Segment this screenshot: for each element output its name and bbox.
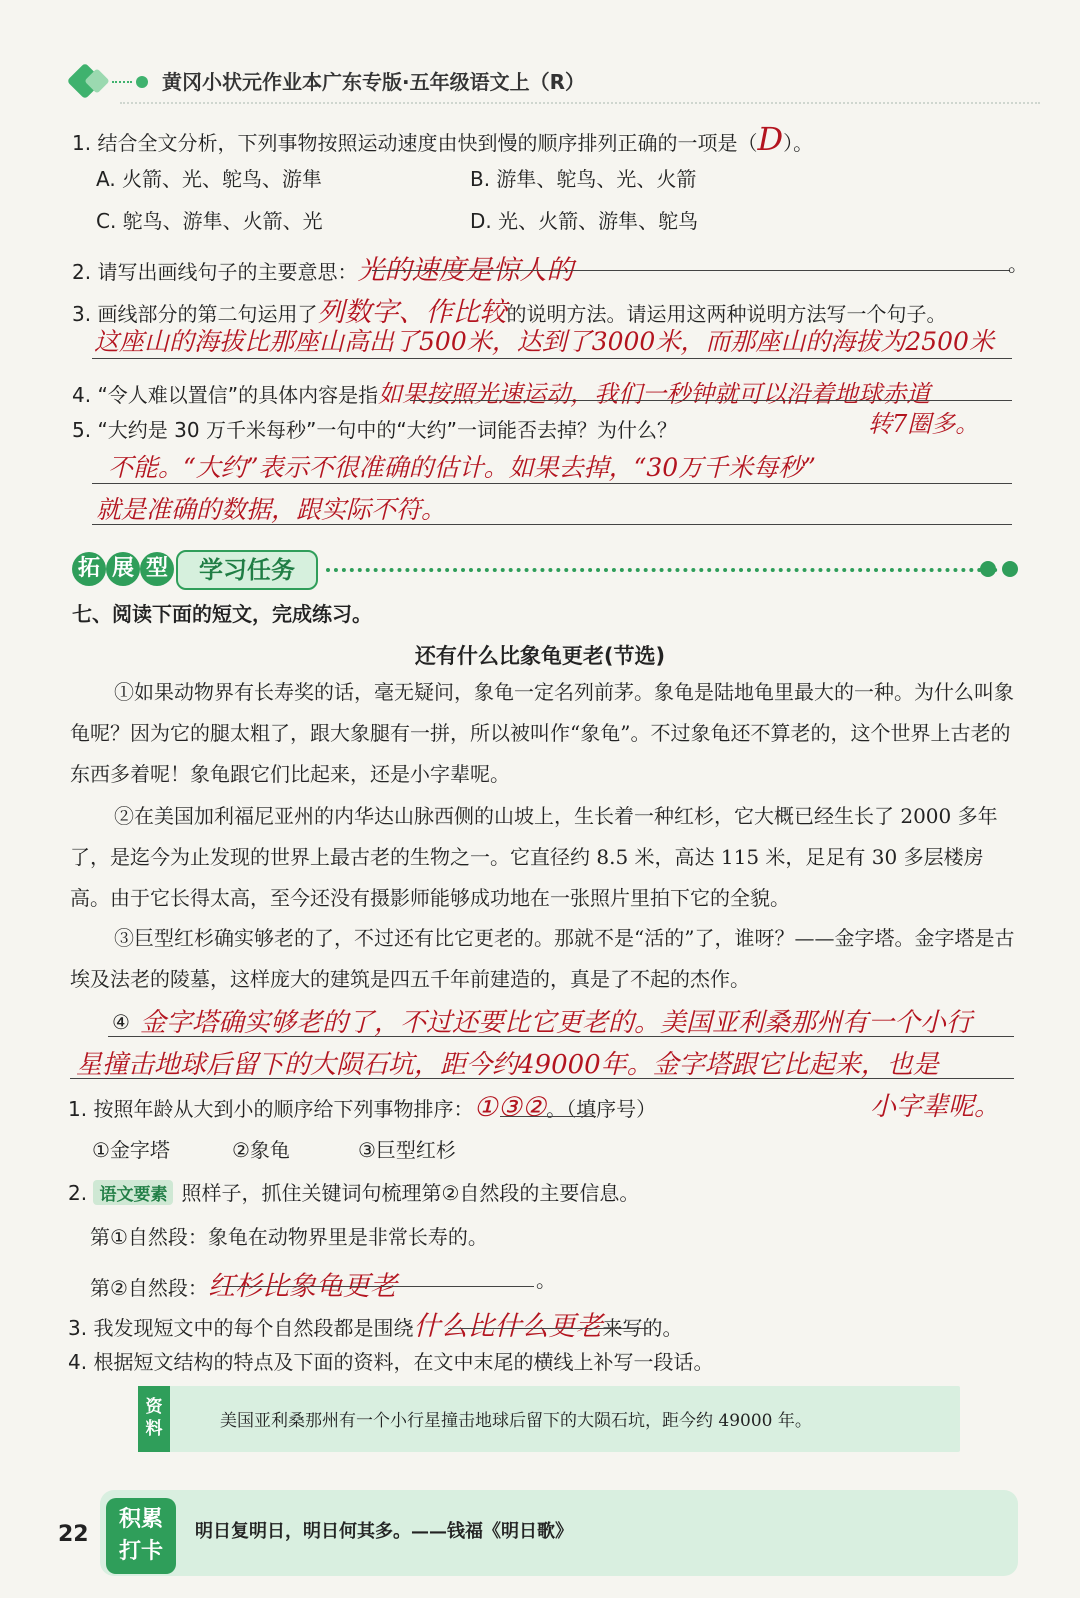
handwritten-answer: 光的速度是惊人的 [357,255,574,286]
footer-banner [100,1490,1018,1576]
passage-paragraph-1: ①如果动物界有长寿奖的话，毫无疑问，象龟一定名列前茅。象龟是陆地龟里最大的一种。为什么叫象龟呢？因为它的腿太粗了，跟大象腿有一拼，所以被叫作“象龟”。不过象龟还不算老的，这个世界上古老的东西多着呢！象龟跟它们比起来，还是小字辈呢。 [70,680,1014,786]
dotted-divider [112,81,132,83]
banner-char: 拓 [72,552,106,586]
question-5: 5. “大约是 30 万千米每秒”一句中的“大约”一词能否去掉？为什么？ [72,418,678,442]
reference-box [138,1386,960,1452]
option-d: D. 光、火箭、游隼、鸵鸟 [470,209,699,233]
dotted-divider [326,568,998,572]
handwritten-answer: ①③② [473,1092,547,1123]
reference-text: 美国亚利桑那州有一个小行星撞击地球后留下的大陨石坑，距今约 49000 年。 [220,1411,812,1431]
option-a: A. 火箭、光、鸵鸟、游隼 [96,167,323,191]
answer-line [500,1116,596,1117]
handwritten-answer: 如果按照光速运动，我们一秒钟就可以沿着地球赤道 [378,380,931,408]
question-1 [72,120,813,158]
question-text: 第②自然段： [90,1276,208,1300]
option-b: B. 游隼、鸵鸟、光、火箭 [470,167,697,191]
period: 。 [1008,252,1028,276]
banner-char: 展 [106,552,140,586]
question-text: 2. 请写出画线句子的主要意思： [72,260,358,284]
book-title: 黄冈小状元作业本广东专版·五年级语文上（R） [162,70,585,94]
answer-line [222,1286,534,1287]
option-c: C. 鸵鸟、游隼、火箭、光 [96,209,323,233]
question-text: 3. 我发现短文中的每个自然段都是围绕 [68,1316,414,1340]
badge-line-2: 打卡 [118,1539,163,1564]
answer-line [92,524,1012,525]
question-text: 1. 按照年龄从大到小的顺序给下列事物排序： [68,1097,474,1121]
question-4 [72,374,930,409]
question-text-end: ）。 [783,131,814,155]
subquestion-4: 4. 根据短文结构的特点及下面的资料，在文中末尾的横线上补写一段话。 [68,1350,714,1374]
subquestion-1 [68,1092,656,1123]
question-text: 3. 画线部分的第二句运用了 [72,302,318,326]
answer-line [448,1328,648,1329]
handwritten-answer: 红杉比象龟更老 [207,1271,397,1302]
answer-line [92,483,1012,484]
answer-line [372,270,1010,271]
subquestion-2 [68,1177,639,1206]
subquestion-3 [68,1304,682,1343]
question-2 [72,248,573,287]
item-3: ③巨型红杉 [358,1138,456,1162]
fill-line [90,1264,397,1303]
handwritten-line: 就是准确的数据，跟实际不符。 [96,495,447,524]
banner-char: 型 [140,552,174,586]
handwritten-sentence: 这座山的海拔比那座山高出了500米，达到了3000米，而那座山的海拔为2500米 [94,327,994,356]
dot-icon [1002,561,1018,577]
question-text: 4. “令人难以置信”的具体内容是指 [72,383,379,407]
passage-paragraph-2: ②在美国加利福尼亚州的内华达山脉西侧的山坡上，生长着一种红杉，它大概已经生长了 2000 多年了，是迄今为止发现的世界上最古老的生物之一。它直径约 8.5 米，高达 115 米，足足有 30 多层楼房高。由于它长得太高，至今还没有摄影师能够成功地在一张照片里拍下它的全貌。 [70,804,998,910]
handwritten-answer: 什么比什么更老 [413,1311,603,1342]
handwritten-line: 不能。“大约”表示不很准确的估计。如果去掉，“30万千米每秒” [108,453,816,482]
question-text: 1. 结合全文分析，下列事物按照运动速度由快到慢的顺序排列正确的一项是（ [72,131,758,155]
section-banner [72,550,317,590]
question-text: 照样子，抓住关键词句梳理第②自然段的主要信息。 [181,1181,640,1205]
answer-line [70,1078,1014,1079]
example-line: 第①自然段：象龟在动物界里是非常长寿的。 [90,1225,488,1249]
item-2: ②象龟 [232,1138,290,1162]
handwritten-answer-cont: 转7圈多。 [868,410,980,438]
badge-line-1: 积累 [118,1507,163,1532]
passage-title: 还有什么比象龟更老(节选) [414,644,666,668]
part-heading: 七、阅读下面的短文，完成练习。 [72,602,372,626]
skill-tag: 语文要素 [93,1180,173,1205]
item-1: ①金字塔 [92,1138,170,1162]
question-text-end: 。（填序号） [546,1097,657,1121]
footer-quote: 明日复明日，明日何其多。——钱福《明日歌》 [195,1521,573,1542]
question-text-end: 来写的。 [602,1316,683,1340]
answer-line [92,358,1012,359]
page-header [60,60,1040,104]
page-number: 22 [58,1522,89,1547]
paragraph-4-number: ④ [112,1010,130,1034]
header-rule [120,102,1040,104]
handwritten-line: 小字辈呢。 [870,1092,1001,1122]
handwritten-line: 星撞击地球后留下的大陨石坑，距今约49000年。金字塔跟它比起来，也是 [76,1050,939,1080]
dot-icon [980,561,996,577]
banner-tag: 学习任务 [176,550,318,590]
reference-label: 资料 [138,1386,170,1452]
handwritten-answer: D [757,120,784,158]
footer-badge [106,1498,176,1574]
passage-paragraph-3: ③巨型红杉确实够老的了，不过还有比它更老的。那就不是“活的”了，谁呀？——金字塔。金字塔是古埃及法老的陵墓，这样庞大的建筑是四五千年前建造的，真是了不起的杰作。 [70,926,1015,991]
handwritten-line: 金字塔确实够老的了，不过还要比它更老的。美国亚利桑那州有一个小行 [140,1008,973,1038]
answer-line [410,400,1012,401]
question-text-end: 的说明方法。请运用这两种说明方法写一个句子。 [506,302,947,326]
question-number: 2. [68,1181,88,1205]
handwritten-answer: 列数字、作比较 [317,297,507,328]
answer-line [108,1036,1014,1037]
period: 。 [536,1268,556,1292]
dot-icon [136,76,148,88]
